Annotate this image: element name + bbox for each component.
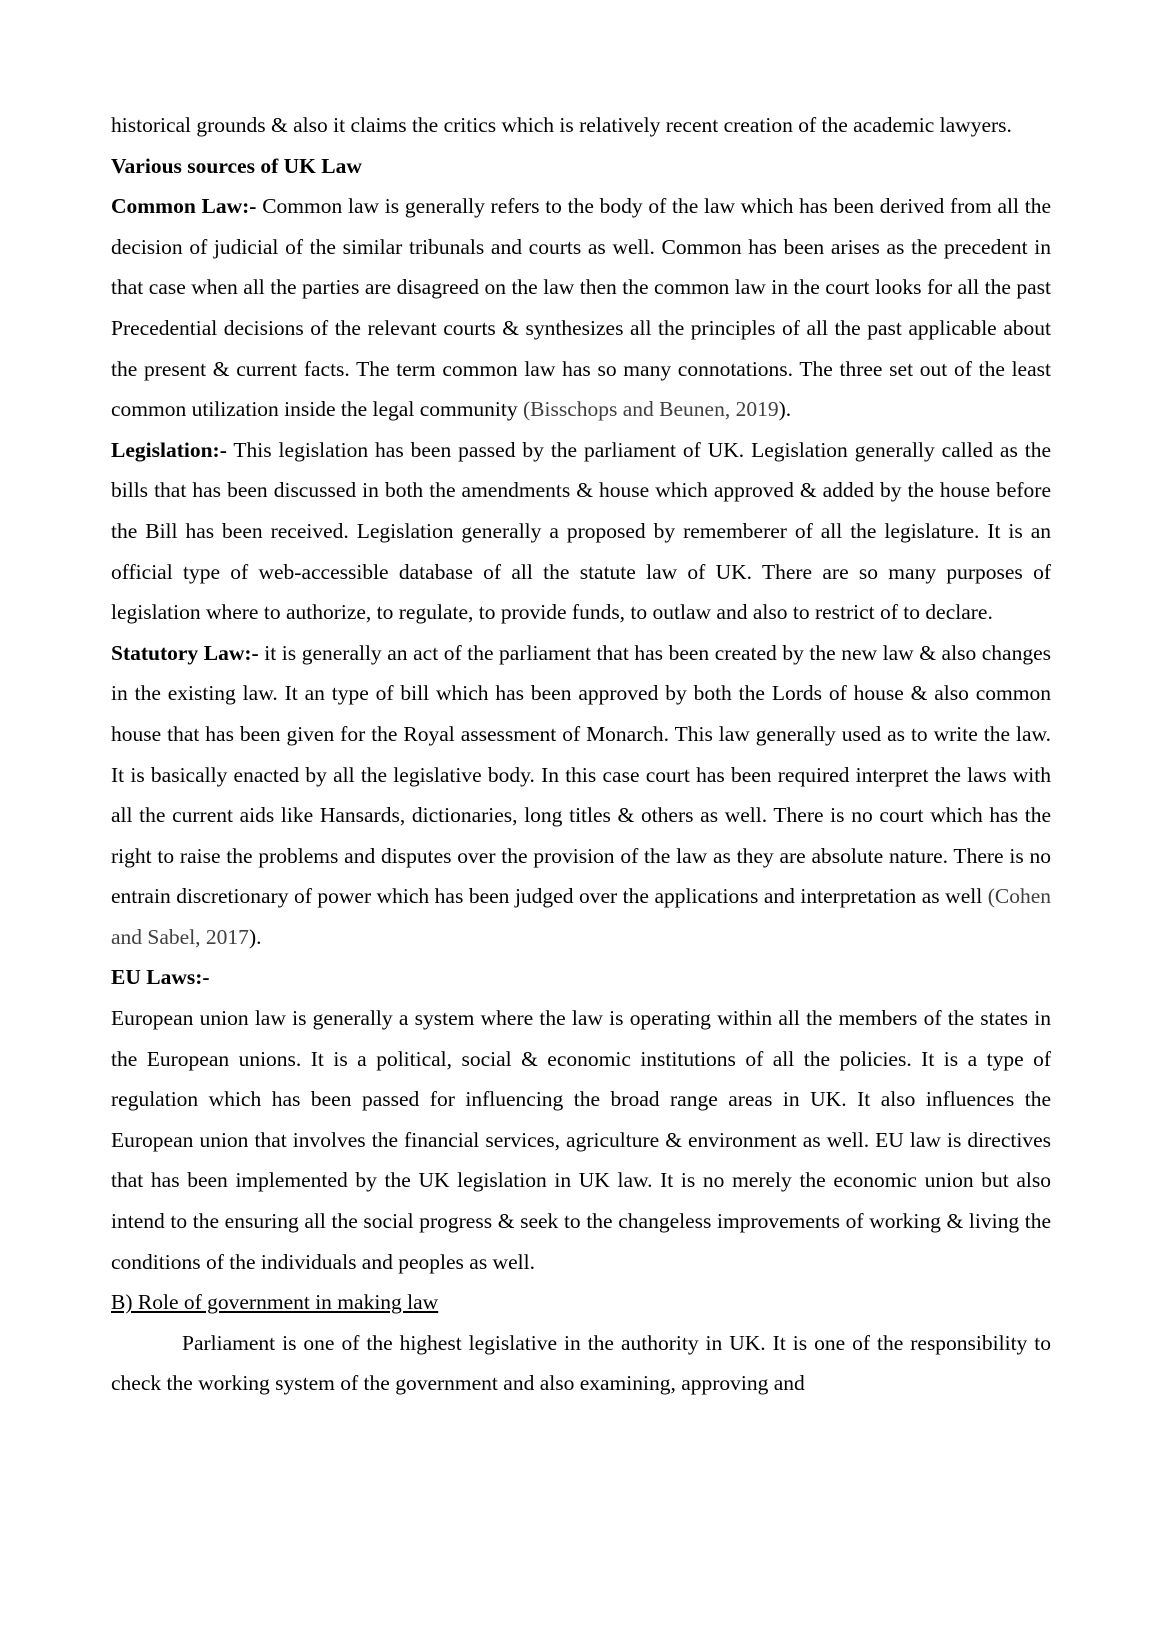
common-law-citation: (Bisschops and Beunen, 2019 [523,397,779,422]
legislation-text: This legislation has been passed by the parliament of UK. Legislation generally called as the bills that has been discussed in both the amendments & house which approved & added by the house before the Bill has been received. Legislation generally a proposed by rememberer of all the legislature. It is an official type of web-accessible database of all the statute law of UK. There are so many purposes of legislation where to authorize, to regulate, to provide funds, to outlaw and also to restrict of to declare. [111,437,1051,625]
eu-laws-paragraph [111,998,1051,1282]
statutory-law-label: Statutory Law:- [111,640,259,665]
common-law-label: Common Law:- [111,194,257,219]
common-law-end: ). [778,397,792,422]
intro-text: historical grounds & also it claims the critics which is relatively recent creation of the academic lawyers. [111,113,1012,137]
statutory-law-paragraph [111,633,1051,958]
eu-laws-label: EU Laws:- [111,965,210,990]
section-b-title-text: B) Role of government in making law [111,1290,439,1315]
document-page [111,105,1051,1404]
intro-paragraph [111,105,1051,146]
eu-laws-heading [111,957,1051,998]
common-law-text: Common law is generally refers to the body of the law which has been derived from all the decision of judicial of the similar tribunals and courts as well. Common has been arises as the precedent in that case when all the parties are disagreed on the law then the common law in the court looks for all the past Precedential decisions of the relevant courts & synthesizes all the principles of all the past applicable about the present & current facts. The term common law has so many connotations. The three set out of the least common utilization inside the legal community [111,194,1051,422]
eu-laws-text: European union law is generally a system where the law is operating within all the members of the states in the European unions. It is a political, social & economic institutions of all the policies. It is a type of regulation which has been passed for influencing the broad range areas in UK. It also influences the European union that involves the financial services, agriculture & environment as well. EU law is directives that has been implemented by the UK legislation in UK law. It is no merely the economic union but also intend to the ensuring all the social progress & seek to the changeless improvements of working & living the conditions of the individuals and peoples as well. [111,1006,1051,1274]
section-title-text: Various sources of UK Law [111,153,362,178]
section-b-text: Parliament is one of the highest legislative in the authority in UK. It is one of the responsibility to check the working system of the government and also examining, approving and [111,1330,1051,1396]
section-title [111,146,1051,187]
statutory-law-end: ). [248,924,262,949]
statutory-law-text: it is generally an act of the parliament that has been created by the new law & also changes in the existing law. It an type of bill which has been approved by both the Lords of house & also common house that has been given for the Royal assessment of Monarch. This law generally used as to write the law. It is basically enacted by all the legislative body. In this case court has been required interpret the laws with all the current aids like Hansards, dictionaries, long titles & others as well. There is no court which has the right to raise the problems and disputes over the provision of the law as they are absolute nature. There is no entrain discretionary of power which has been judged over the applications and interpretation as well [111,640,1052,909]
section-b-title [111,1282,1051,1323]
legislation-label: Legislation:- [111,437,227,462]
legislation-paragraph [111,430,1051,633]
section-b-paragraph [111,1323,1051,1404]
statutory-law-citation: (Cohen and Sabel, 2017 [111,884,1051,949]
common-law-paragraph [111,186,1051,430]
